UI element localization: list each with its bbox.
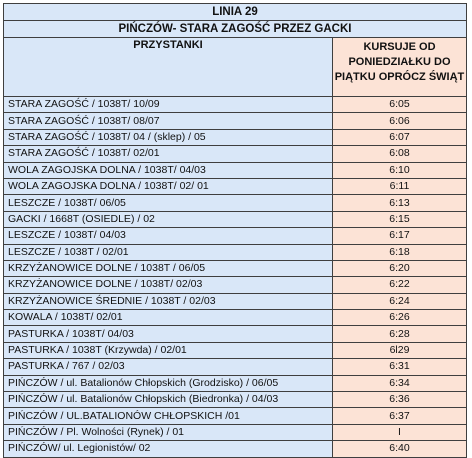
table-row bbox=[4, 408, 467, 424]
table-row bbox=[4, 375, 467, 391]
line-title: LINIA 29 bbox=[4, 4, 467, 21]
departure-time-cell: 6:36 bbox=[333, 392, 467, 408]
departure-time-cell: 6:08 bbox=[333, 146, 467, 162]
stop-name-cell: PIŃCZÓW / ul. Batalionów Chłopskich (Biedronka) / 04/03 bbox=[4, 392, 333, 408]
departure-time-cell: 6:34 bbox=[333, 375, 467, 391]
stop-name-cell: PIŃCZÓW / Pl. Wolności (Rynek) / 01 bbox=[4, 424, 333, 440]
schedule-column-header bbox=[333, 38, 467, 97]
stop-name-cell: KRZYŻANOWICE ŚREDNIE / 1038T / 02/03 bbox=[4, 293, 333, 309]
title-row bbox=[4, 4, 467, 21]
column-header-row bbox=[4, 38, 467, 97]
route-row bbox=[4, 21, 467, 38]
timetable-container bbox=[3, 3, 466, 458]
table-row bbox=[4, 228, 467, 244]
table-row bbox=[4, 277, 467, 293]
departure-time-cell: 6:06 bbox=[333, 113, 467, 129]
departure-time-cell: 6:31 bbox=[333, 359, 467, 375]
stop-name-cell: PIŃCZÓW / ul. Batalionów Chłopskich (Grodzisko) / 06/05 bbox=[4, 375, 333, 391]
stop-name-cell: PIŃCZÓW / UL.BATALIONÓW CHŁOPSKICH /01 bbox=[4, 408, 333, 424]
departure-time-cell: 6:13 bbox=[333, 195, 467, 211]
schedule-header-line-2: PONIEDZIAŁKU DO bbox=[348, 56, 451, 68]
stop-name-cell: LESZCZE / 1038T/ 06/05 bbox=[4, 195, 333, 211]
table-row bbox=[4, 326, 467, 342]
route-title: PIŃCZÓW- STARA ZAGOŚĆ PRZEZ GACKI bbox=[4, 21, 467, 38]
stop-name-cell: WOLA ZAGOJSKA DOLNA / 1038T/ 04/03 bbox=[4, 162, 333, 178]
departure-time-cell: I bbox=[333, 424, 467, 440]
stop-name-cell: PASTURKA / 1038T (Krzywda) / 02/01 bbox=[4, 342, 333, 358]
table-row bbox=[4, 260, 467, 276]
stop-name-cell: PASTURKA / 1038T/ 04/03 bbox=[4, 326, 333, 342]
departure-time-cell: 6:18 bbox=[333, 244, 467, 260]
departure-time-cell: 6:05 bbox=[333, 97, 467, 113]
departure-time-cell: 6:15 bbox=[333, 211, 467, 227]
table-row bbox=[4, 97, 467, 113]
table-row bbox=[4, 113, 467, 129]
departure-time-cell: 6:17 bbox=[333, 228, 467, 244]
stop-name-cell: STARA ZAGOŚĆ / 1038T/ 04 / (sklep) / 05 bbox=[4, 129, 333, 145]
stop-name-cell: KRZYŻANOWICE DOLNE / 1038T / 06/05 bbox=[4, 260, 333, 276]
departure-time-cell: 6:20 bbox=[333, 260, 467, 276]
departure-time-cell: 6:40 bbox=[333, 441, 467, 457]
stop-name-cell: LESZCZE / 1038T / 02/01 bbox=[4, 244, 333, 260]
departure-time-cell: 6:22 bbox=[333, 277, 467, 293]
schedule-header-line-3: PIĄTKU OPRÓCZ ŚWIĄT bbox=[334, 71, 465, 83]
schedule-header-line-1: KURSUJE OD bbox=[363, 41, 436, 53]
stop-name-cell: WOLA ZAGOJSKA DOLNA / 1038T/ 02/ 01 bbox=[4, 178, 333, 194]
table-row bbox=[4, 162, 467, 178]
stop-name-cell: GACKI / 1668T (OSIEDLE) / 02 bbox=[4, 211, 333, 227]
table-row bbox=[4, 293, 467, 309]
table-row bbox=[4, 146, 467, 162]
departure-time-cell: 6:24 bbox=[333, 293, 467, 309]
table-row bbox=[4, 424, 467, 440]
stop-name-cell: STARA ZAGOŚĆ / 1038T/ 10/09 bbox=[4, 97, 333, 113]
stop-name-cell: LESZCZE / 1038T/ 04/03 bbox=[4, 228, 333, 244]
table-row bbox=[4, 195, 467, 211]
stop-name-cell: STARA ZAGOŚĆ / 1038T/ 02/01 bbox=[4, 146, 333, 162]
table-row bbox=[4, 178, 467, 194]
departure-time-cell: 6:26 bbox=[333, 310, 467, 326]
stop-name-cell: STARA ZAGOŚĆ / 1038T/ 08/07 bbox=[4, 113, 333, 129]
departure-time-cell: 6:28 bbox=[333, 326, 467, 342]
departure-time-cell: 6l29 bbox=[333, 342, 467, 358]
timetable bbox=[3, 3, 467, 458]
table-row bbox=[4, 244, 467, 260]
table-row bbox=[4, 211, 467, 227]
table-row bbox=[4, 359, 467, 375]
stop-name-cell: KRZYŻANOWICE DOLNE / 1038T/ 02/03 bbox=[4, 277, 333, 293]
table-row bbox=[4, 129, 467, 145]
departure-time-cell: 6:37 bbox=[333, 408, 467, 424]
departure-time-cell: 6:11 bbox=[333, 178, 467, 194]
table-row bbox=[4, 342, 467, 358]
departure-time-cell: 6:07 bbox=[333, 129, 467, 145]
stop-name-cell: PIŃCZÓW/ ul. Legionistów/ 02 bbox=[4, 441, 333, 457]
table-row bbox=[4, 392, 467, 408]
departure-time-cell: 6:10 bbox=[333, 162, 467, 178]
stop-name-cell: KOWALA / 1038T/ 02/01 bbox=[4, 310, 333, 326]
table-row bbox=[4, 310, 467, 326]
stop-name-cell: PASTURKA / 767 / 02/03 bbox=[4, 359, 333, 375]
stops-column-header: PRZYSTANKI bbox=[4, 38, 333, 97]
